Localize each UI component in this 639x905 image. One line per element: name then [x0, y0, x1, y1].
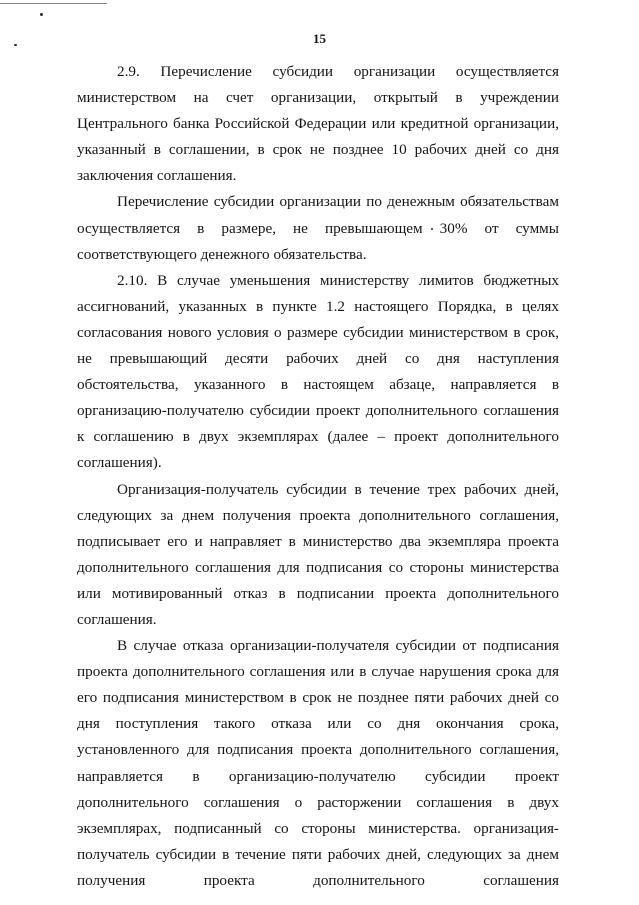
paragraph-2-9: 2.9. Перечисление субсидии организации осуществляется министерством на счет организации, открытый в учреждении Центрального банка Российской Федерации или кредитной организации, указанный в соглашении, в срок не позднее 10 рабочих дней со дня заключения соглашения. — [77, 63, 559, 185]
paragraph-recipient-signing: Организация-получатель субсидии в течение трех рабочих дней, следующих за днем получения проекта дополнительного соглашения, подписывает его и направляет в министерство два экземпляра проекта дополнительного соглашения для подписания со стороны министерства или мотивированный отказ в подписании проекта дополнительного соглашения. — [77, 480, 559, 628]
paragraph-refusal-termination: В случае отказа организации-получателя субсидии от подписания проекта дополнительного соглашения или в случае нарушения срока для его подписания министерством в срок не позднее пяти рабочих дней со дня поступления такого отказа или со дня окончания срока, установленного для подписания проекта дополнительного соглашения, направляется в организацию-получателю субсидии проект дополнительного соглашения о расторжении соглашения в двух экземплярах, подписанный со стороны министерства. организация-получатель субсидии в течение пяти рабочих дней, следующих за днем получения проекта дополнительного соглашения — [77, 637, 559, 889]
scan-edge-line — [0, 3, 107, 4]
paragraph-2-10: 2.10. В случае уменьшения министерству лимитов бюджетных ассигнований, указанных в пункте 1.2 настоящего Порядка, в целях согласования нового условия о размере субсидии министерством в срок, не превышающий десяти рабочих дней со дня наступления обстоятельства, указанного в настоящем абзаце, направляется в организацию-получателю субсидии проект дополнительного соглашения к соглашению в двух экземплярах (далее – проект дополнительного соглашения). — [77, 271, 559, 472]
scan-speck — [40, 13, 43, 16]
page-number: 15 — [313, 31, 326, 46]
document-body — [77, 59, 559, 894]
paragraph-payment-limit: Перечисление субсидии организации по денежным обязательствам осуществляется в размере, не превышающем 30% от суммы соответствующего денежного обязательства. — [77, 193, 559, 263]
